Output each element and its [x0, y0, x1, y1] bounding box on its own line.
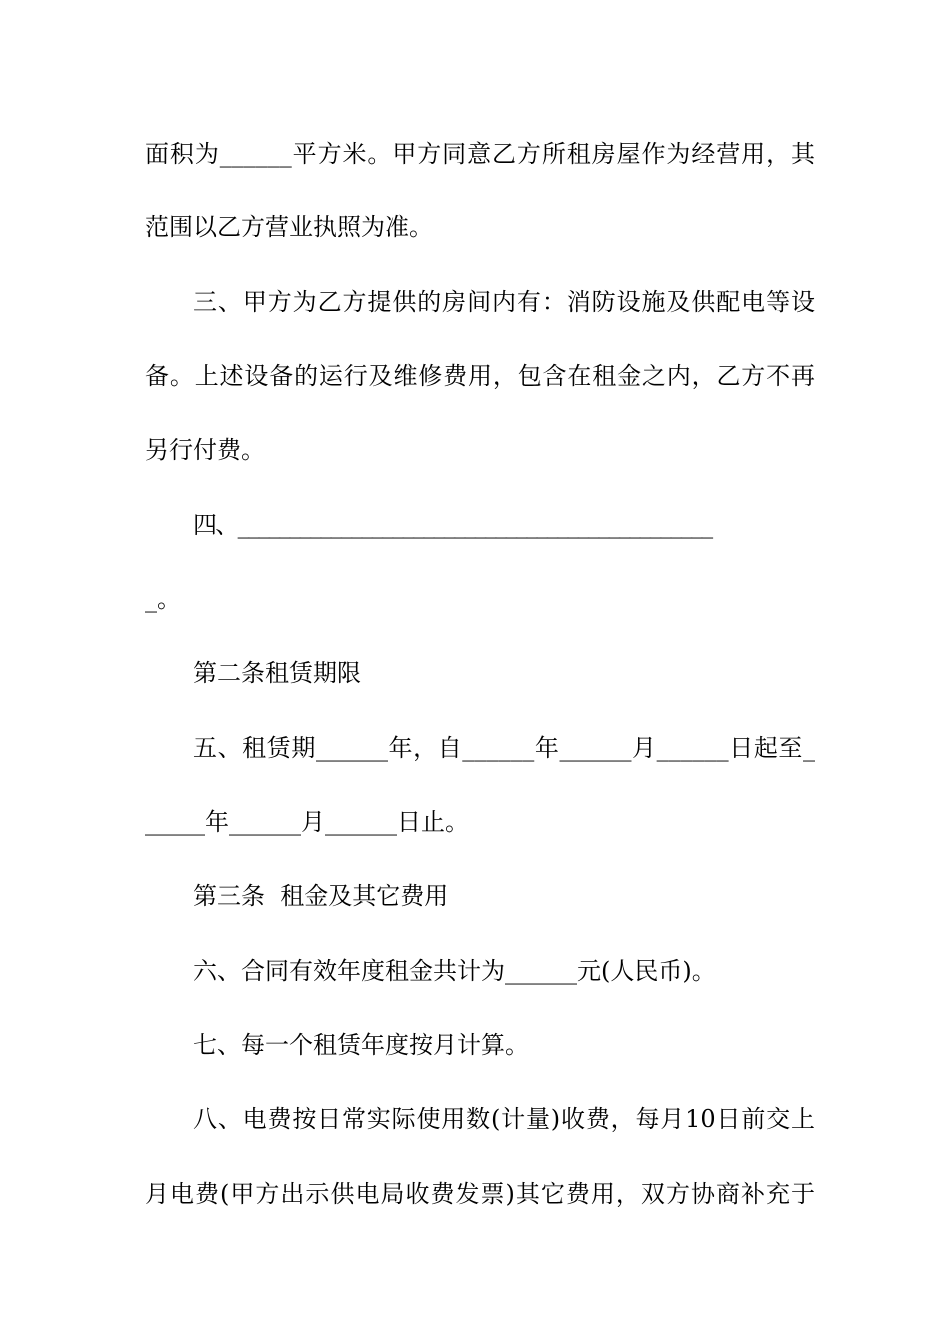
clause-6: 六、合同有效年度租金共计为______元(人民币)。: [193, 957, 716, 985]
clause-4-line-1: 四、______________________________________________: [193, 511, 712, 539]
clause-5-line-2: _____年______月______日止。: [145, 808, 469, 836]
section-heading-3: 第三条 租金及其它费用: [193, 882, 449, 910]
text-line-1: 面积为______平方米。甲方同意乙方所租房屋作为经营用，其: [145, 140, 815, 168]
clause-8-line-1: 八、电费按日常实际使用数(计量)收费，每月10日前交上: [193, 1105, 815, 1133]
clause-7: 七、每一个租赁年度按月计算。: [193, 1031, 529, 1059]
section-heading-2: 第二条租赁期限: [193, 659, 361, 687]
clause-5-line-1: 五、租赁期______年，自______年______月______日起至_: [193, 734, 815, 762]
clause-4-line-2: _。: [145, 585, 181, 613]
text-line-2: 范围以乙方营业执照为准。: [145, 213, 433, 241]
clause-8-line-2: 月电费(甲方出示供电局收费发票)其它费用，双方协商补充于: [145, 1180, 815, 1208]
clause-3-line-1: 三、甲方为乙方提供的房间内有：消防设施及供配电等设: [193, 288, 815, 316]
clause-3-line-2: 备。上述设备的运行及维修费用，包含在租金之内，乙方不再: [145, 362, 815, 390]
clause-3-line-3: 另行付费。: [145, 436, 265, 464]
